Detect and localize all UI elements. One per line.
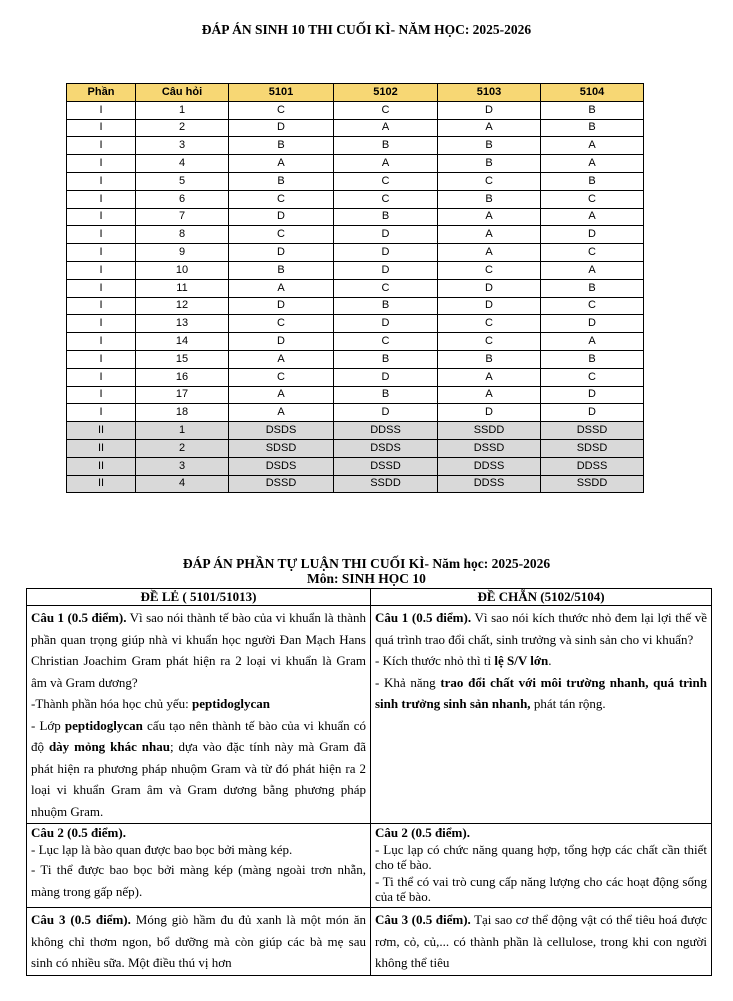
table-cell: D: [334, 226, 438, 244]
table-cell: 16: [136, 368, 229, 386]
q2-odd-answer1: - Lục lạp là bào quan được bao bọc bởi màng kép.: [31, 842, 293, 857]
q2-even-cell: [371, 824, 712, 908]
answer-table-header-0: Phần: [67, 84, 136, 102]
table-cell: I: [67, 368, 136, 386]
table-row: [67, 101, 644, 119]
table-cell: D: [229, 244, 334, 262]
table-cell: C: [229, 190, 334, 208]
table-cell: D: [438, 297, 541, 315]
q1-odd-label: Câu 1 (0.5 điểm).: [31, 610, 127, 625]
col-header-even-exam: ĐỀ CHẴN (5102/5104): [371, 589, 712, 606]
table-cell: B: [334, 386, 438, 404]
q2-odd-answer2: - Ti thể được bao bọc bởi màng kép (màng ngoài trơn nhẵn, màng trong gấp nếp).: [31, 862, 366, 899]
table-row: [67, 368, 644, 386]
essay-title: ĐÁP ÁN PHẦN TỰ LUẬN THI CUỐI KÌ- Năm học: 2025-2026: [182, 556, 551, 571]
table-cell: D: [229, 208, 334, 226]
table-cell: I: [67, 137, 136, 155]
table-cell: I: [67, 208, 136, 226]
table-cell: D: [229, 297, 334, 315]
table-cell: A: [438, 119, 541, 137]
q2-odd-label: Câu 2 (0.5 điểm).: [31, 825, 126, 840]
table-cell: 11: [136, 279, 229, 297]
table-cell: 13: [136, 315, 229, 333]
answer-table-header-row: [67, 84, 644, 102]
table-cell: B: [541, 350, 644, 368]
table-cell: 10: [136, 261, 229, 279]
page-title: ĐÁP ÁN SINH 10 THI CUỐI KÌ- NĂM HỌC: 2025-2026: [201, 22, 532, 37]
q2-odd-cell: [27, 824, 371, 908]
table-cell: I: [67, 333, 136, 351]
q1-even-answer2-end: phát tán rộng.: [530, 696, 606, 711]
table-cell: D: [438, 404, 541, 422]
answer-table-header-5: 5104: [541, 84, 644, 102]
table-row: [67, 155, 644, 173]
table-row: [67, 119, 644, 137]
q1-odd-answer2-text-c: ; dựa vào đặc tính này mà Gram đã phát hiện ra phương pháp nhuộm Gram và từ đó phát hiện ra 2 loại vi khuẩn Gram âm và Gram dương bằng phương pháp nhuộm Gram.: [31, 739, 367, 819]
table-cell: D: [541, 386, 644, 404]
table-cell: I: [67, 101, 136, 119]
table-cell: A: [229, 279, 334, 297]
table-cell: DSDS: [229, 457, 334, 475]
q1-even-label: Câu 1 (0.5 điểm).: [375, 610, 472, 625]
answer-table-header-2: 5101: [229, 84, 334, 102]
table-cell: 8: [136, 226, 229, 244]
q1-odd-answer1-key: peptidoglycan: [192, 696, 271, 711]
table-cell: 7: [136, 208, 229, 226]
q1-odd-question: Vì sao nói thành tế bào của vi khuẩn là thành phần quan trọng giúp nhà vi khuẩn học người Đan Mạch Hans Christian Joachim Gram phát hiện ra 2 loại vi khuẩn là Gram âm và Gram dương?: [31, 610, 367, 690]
q1-even-answer2-key: trao đổi chất với môi trường nhanh, quá trình sinh trưởng sinh sản nhanh,: [375, 674, 707, 711]
table-cell: DSSD: [438, 439, 541, 457]
table-cell: 17: [136, 386, 229, 404]
q1-even-answer1-end: .: [548, 653, 552, 668]
table-cell: B: [229, 172, 334, 190]
answer-table-header-1: Câu hỏi: [136, 84, 229, 102]
essay-row-q3: [27, 908, 712, 976]
table-cell: C: [334, 279, 438, 297]
table-cell: D: [334, 368, 438, 386]
table-cell: DDSS: [334, 422, 438, 440]
table-cell: A: [541, 333, 644, 351]
table-cell: A: [334, 119, 438, 137]
table-cell: DSSD: [334, 457, 438, 475]
table-cell: A: [229, 350, 334, 368]
table-cell: I: [67, 404, 136, 422]
table-cell: 4: [136, 155, 229, 173]
table-cell: DSDS: [229, 422, 334, 440]
table-row: [67, 333, 644, 351]
table-cell: B: [438, 190, 541, 208]
table-cell: DDSS: [438, 457, 541, 475]
table-cell: II: [67, 422, 136, 440]
table-row: [67, 439, 644, 457]
q1-even-cell: [371, 606, 712, 824]
table-cell: 12: [136, 297, 229, 315]
table-cell: C: [334, 333, 438, 351]
table-cell: 18: [136, 404, 229, 422]
q1-odd-answer2-key2: dày mỏng khác nhau: [48, 739, 170, 754]
table-cell: C: [334, 190, 438, 208]
table-cell: A: [438, 226, 541, 244]
table-cell: A: [438, 244, 541, 262]
table-cell: C: [541, 297, 644, 315]
q1-even-question: Vì sao nói kích thước nhỏ đem lại lợi thế về quá trình trao đổi chất, sinh trưởng và sinh sản cho vi khuẩn?: [375, 610, 708, 647]
q1-odd-answer2-text-a: - Lớp: [31, 717, 65, 733]
q2-even-label: Câu 2 (0.5 điểm).: [375, 825, 470, 840]
table-cell: B: [334, 137, 438, 155]
q1-odd-answer1-text: -Thành phần hóa học chủ yếu:: [31, 696, 193, 711]
table-cell: 9: [136, 244, 229, 262]
table-cell: B: [334, 297, 438, 315]
table-cell: D: [334, 261, 438, 279]
table-cell: I: [67, 244, 136, 262]
q3-odd-question: Móng giò hầm đu đủ xanh là một món ăn không chỉ thơm ngon, bổ dưỡng mà còn giúp các bà mẹ sau sinh có nhiều sữa. Một điều thú vị hơn: [31, 912, 367, 970]
table-cell: II: [67, 439, 136, 457]
table-cell: 1: [136, 101, 229, 119]
answer-table-header-4: 5103: [438, 84, 541, 102]
table-cell: C: [334, 172, 438, 190]
table-cell: SDSD: [229, 439, 334, 457]
table-row: [67, 226, 644, 244]
q3-odd-cell: [27, 908, 371, 976]
table-cell: B: [229, 261, 334, 279]
table-cell: DDSS: [541, 457, 644, 475]
table-row: [67, 386, 644, 404]
q1-odd-answer2-text-b: cấu tạo nên thành tế bào của vi khuẩn có độ: [31, 717, 366, 754]
table-cell: DDSS: [438, 475, 541, 493]
table-cell: A: [334, 155, 438, 173]
table-cell: B: [438, 137, 541, 155]
table-cell: C: [541, 368, 644, 386]
table-cell: I: [67, 350, 136, 368]
q1-even-answer2-text: - Khả năng: [375, 674, 441, 690]
table-cell: D: [438, 101, 541, 119]
table-cell: I: [67, 172, 136, 190]
q3-odd-label: Câu 3 (0.5 điểm).: [31, 912, 131, 927]
table-row: [67, 279, 644, 297]
table-row: [67, 297, 644, 315]
q1-odd-answer2-key1: peptidoglycan: [64, 717, 143, 733]
table-cell: D: [334, 315, 438, 333]
table-cell: SSDD: [334, 475, 438, 493]
table-row: [67, 172, 644, 190]
table-cell: B: [438, 155, 541, 173]
table-cell: I: [67, 119, 136, 137]
answer-table-header-3: 5102: [334, 84, 438, 102]
table-cell: A: [229, 404, 334, 422]
table-cell: A: [438, 368, 541, 386]
table-cell: I: [67, 261, 136, 279]
table-cell: SDSD: [541, 439, 644, 457]
table-cell: 3: [136, 457, 229, 475]
q1-even-answer1-key: lệ S/V lớn: [494, 653, 549, 668]
table-cell: B: [229, 137, 334, 155]
table-cell: DSDS: [334, 439, 438, 457]
q1-odd-cell: [27, 606, 371, 824]
table-cell: C: [541, 190, 644, 208]
table-cell: 14: [136, 333, 229, 351]
table-cell: C: [438, 315, 541, 333]
table-cell: C: [229, 226, 334, 244]
table-cell: I: [67, 315, 136, 333]
q2-even-answer1: - Lục lạp có chức năng quang hợp, tổng hợp các chất cần thiết cho tế bào.: [375, 842, 707, 872]
table-cell: 3: [136, 137, 229, 155]
table-row: [67, 315, 644, 333]
table-cell: C: [438, 333, 541, 351]
table-cell: I: [67, 386, 136, 404]
table-cell: B: [541, 119, 644, 137]
table-cell: I: [67, 226, 136, 244]
table-cell: B: [541, 101, 644, 119]
table-cell: C: [438, 261, 541, 279]
table-row: [67, 190, 644, 208]
table-row: [67, 350, 644, 368]
table-row: [67, 137, 644, 155]
answer-key-table: [66, 83, 644, 493]
table-cell: 1: [136, 422, 229, 440]
table-row: [67, 244, 644, 262]
q1-even-answer1-text: - Kích thước nhỏ thì tỉ: [375, 653, 495, 668]
table-cell: C: [334, 101, 438, 119]
essay-title-block: [0, 556, 733, 586]
q3-even-label: Câu 3 (0.5 điểm).: [375, 912, 471, 927]
table-cell: A: [541, 155, 644, 173]
table-cell: 2: [136, 119, 229, 137]
essay-subtitle: Môn: SINH HỌC 10: [307, 571, 426, 586]
table-row: [67, 475, 644, 493]
table-cell: 2: [136, 439, 229, 457]
table-cell: I: [67, 279, 136, 297]
table-cell: C: [229, 101, 334, 119]
table-cell: C: [438, 172, 541, 190]
table-cell: SSDD: [438, 422, 541, 440]
table-cell: 15: [136, 350, 229, 368]
table-cell: B: [541, 172, 644, 190]
table-cell: D: [541, 404, 644, 422]
table-cell: D: [334, 404, 438, 422]
table-cell: I: [67, 297, 136, 315]
table-cell: D: [541, 226, 644, 244]
q2-even-answer2: - Ti thể có vai trò cung cấp năng lượng cho các hoạt động sống của tế bào.: [375, 874, 707, 904]
table-cell: D: [229, 333, 334, 351]
table-cell: 4: [136, 475, 229, 493]
table-cell: II: [67, 457, 136, 475]
table-cell: A: [438, 386, 541, 404]
table-cell: B: [541, 279, 644, 297]
essay-row-q2: [27, 824, 712, 908]
table-cell: B: [334, 350, 438, 368]
table-cell: SSDD: [541, 475, 644, 493]
table-row: [67, 261, 644, 279]
table-cell: II: [67, 475, 136, 493]
table-row: [67, 404, 644, 422]
table-cell: B: [438, 350, 541, 368]
essay-row-q1: [27, 606, 712, 824]
table-cell: C: [541, 244, 644, 262]
table-row: [67, 457, 644, 475]
table-row: [67, 422, 644, 440]
essay-answer-table: [26, 588, 712, 976]
table-cell: D: [334, 244, 438, 262]
table-cell: C: [229, 368, 334, 386]
table-row: [67, 208, 644, 226]
q3-even-cell: [371, 908, 712, 976]
table-cell: DSSD: [229, 475, 334, 493]
table-cell: 6: [136, 190, 229, 208]
table-cell: DSSD: [541, 422, 644, 440]
table-cell: A: [438, 208, 541, 226]
table-cell: A: [229, 155, 334, 173]
table-cell: A: [541, 137, 644, 155]
table-cell: B: [334, 208, 438, 226]
table-cell: A: [541, 208, 644, 226]
col-header-odd-exam: ĐỀ LẺ ( 5101/51013): [27, 589, 371, 606]
table-cell: D: [438, 279, 541, 297]
table-cell: D: [229, 119, 334, 137]
table-cell: A: [541, 261, 644, 279]
table-cell: D: [541, 315, 644, 333]
table-cell: I: [67, 190, 136, 208]
table-cell: 5: [136, 172, 229, 190]
table-cell: I: [67, 155, 136, 173]
table-cell: C: [229, 315, 334, 333]
table-cell: A: [229, 386, 334, 404]
q3-even-question: Tại sao cơ thể động vật có thể tiêu hoá được rơm, cỏ, củ,... có thành phần là cellulose, trong khi con người không thể tiêu: [375, 912, 707, 970]
